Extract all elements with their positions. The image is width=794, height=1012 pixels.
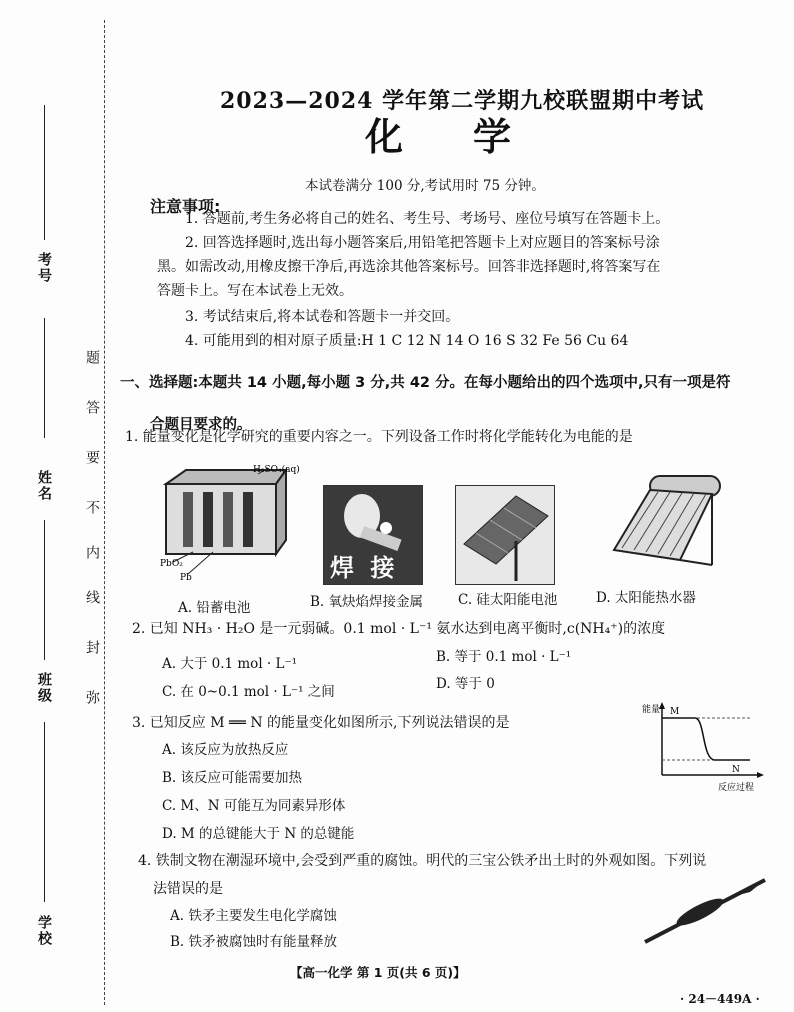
- q1-image-battery: [158, 462, 300, 583]
- exam-no-label: 考号: [36, 252, 52, 284]
- q3-energy-graph: [640, 700, 770, 795]
- notice-item: 3. 考试结束后,将本试卷和答题卡一并交回。: [185, 309, 460, 325]
- solar-panel-icon: [456, 486, 554, 584]
- section-line-1: 一、选择题:本题共 14 小题,每小题 3 分,共 42 分。在每小题给出的四个选项中,只有一项是符: [120, 375, 731, 391]
- graph-y-label: 能量: [642, 705, 661, 715]
- energy-diagram: [640, 700, 770, 795]
- q4-spear-image: [640, 862, 770, 947]
- iron-spear-icon: [640, 862, 770, 947]
- seal-char: 不: [84, 500, 100, 514]
- binding-margin: [0, 0, 120, 1012]
- exam-no-line: [44, 105, 45, 240]
- name-line: [44, 520, 45, 660]
- exam-no-line-lower: [44, 318, 45, 438]
- notice-item: 答题卡上。写在本试卷上无效。: [157, 283, 353, 299]
- q3-option-c: C. M、N 可能互为同素异形体: [162, 798, 346, 814]
- section-line-2: 合题目要求的。: [150, 417, 252, 433]
- battery-acid-label: H₂SO₄(aq): [253, 465, 300, 475]
- seal-char: 题: [84, 350, 100, 364]
- exam-code: · 24－449A ·: [680, 992, 760, 1006]
- q4-option-a: A. 铁矛主要发生电化学腐蚀: [170, 908, 337, 924]
- q1-option-b: B. 氧炔焰焊接金属: [310, 594, 424, 610]
- q3-option-a: A. 该反应为放热反应: [162, 742, 289, 758]
- q1-option-d: D. 太阳能热水器: [596, 590, 696, 606]
- solar-water-heater-icon: [600, 470, 725, 580]
- weld-text: 焊 接: [330, 554, 399, 582]
- class-line: [44, 722, 45, 902]
- q1-image-solar-cell: [455, 485, 555, 585]
- seal-char: 线: [84, 590, 100, 604]
- q1-option-c: C. 硅太阳能电池: [458, 592, 558, 608]
- main-content: [120, 0, 780, 1012]
- battery-pbo2-label: PbO₂: [160, 559, 183, 569]
- q2-stem: 2. 已知 NH₃ · H₂O 是一元弱碱。0.1 mol · L⁻¹ 氨水达到电离平衡时,c(NH₄⁺)的浓度: [132, 621, 666, 637]
- q2-option-d: D. 等于 0: [436, 676, 495, 692]
- q3-stem: 3. 已知反应 M ══ N 的能量变化如图所示,下列说法错误的是: [132, 715, 510, 731]
- page-footer: 【高一化学 第 1 页(共 6 页)】: [290, 965, 466, 980]
- q4-stem-line1: 4. 铁制文物在潮湿环境中,会受到严重的腐蚀。明代的三宝公铁矛出土时的外观如图。下列说: [138, 853, 707, 869]
- battery-pb-label: Pb: [180, 573, 192, 583]
- seal-char: 弥: [84, 690, 100, 704]
- graph-n-label: N: [732, 765, 740, 775]
- q1-image-welding: [323, 485, 423, 585]
- class-label: 班级: [36, 672, 52, 704]
- notice-item: 2. 回答选择题时,选出每小题答案后,用铅笔把答题卡上对应题目的答案标号涂: [185, 235, 660, 251]
- q3-option-d: D. M 的总键能大于 N 的总键能: [162, 826, 355, 842]
- seal-char: 答: [84, 400, 100, 414]
- notice-item: 1. 答题前,考生务必将自己的姓名、考生号、考场号、座位号填写在答题卡上。: [185, 211, 670, 227]
- subject-title: 化学: [365, 114, 582, 159]
- name-label: 姓名: [36, 470, 52, 502]
- seal-dashed-line: [104, 20, 105, 1005]
- lead-battery-icon: [158, 462, 300, 583]
- q1-stem: 1. 能量变化是化学研究的重要内容之一。下列设备工作时将化学能转化为电能的是: [125, 429, 633, 445]
- q2-option-c: C. 在 0~0.1 mol · L⁻¹ 之间: [162, 684, 335, 700]
- q2-option-a: A. 大于 0.1 mol · L⁻¹: [162, 656, 298, 672]
- exam-info: 本试卷满分 100 分,考试用时 75 分钟。: [305, 178, 545, 194]
- exam-title: 2023—2024 学年第二学期九校联盟期中考试: [220, 88, 705, 114]
- notice-item: 4. 可能用到的相对原子质量:H 1 C 12 N 14 O 16 S 32 Fe 56 Cu 64: [185, 333, 629, 349]
- school-label: 学校: [36, 915, 52, 947]
- seal-char: 封: [84, 640, 100, 654]
- graph-x-label: 反应过程: [718, 783, 755, 793]
- seal-char: 要: [84, 450, 100, 464]
- q1-image-water-heater: [600, 470, 725, 580]
- graph-m-label: M: [670, 707, 680, 717]
- q4-stem-line2: 法错误的是: [153, 881, 223, 897]
- q4-option-b: B. 铁矛被腐蚀时有能量释放: [170, 934, 338, 950]
- q1-option-a: A. 铅蓄电池: [178, 600, 251, 616]
- q2-option-b: B. 等于 0.1 mol · L⁻¹: [436, 649, 572, 665]
- seal-char: 内: [84, 545, 100, 559]
- notice-title: 注意事项:: [150, 197, 221, 216]
- notice-item: 黑。如需改动,用橡皮擦干净后,再选涂其他答案标号。回答非选择题时,将答案写在: [157, 259, 661, 275]
- q3-option-b: B. 该反应可能需要加热: [162, 770, 303, 786]
